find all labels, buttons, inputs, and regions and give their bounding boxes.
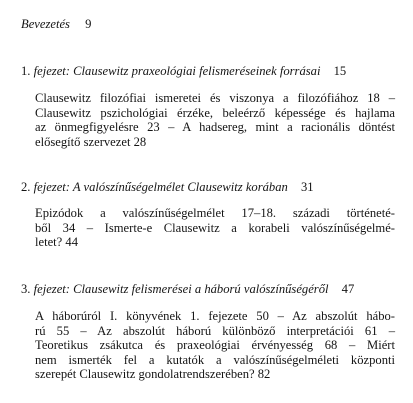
chapter-prefix: fejezet: <box>33 180 70 194</box>
chapter-title: Clausewitz praxeológiai felismeréseinek forrásai <box>73 64 321 78</box>
chapter-title: A valószínűségelmélet Clausewitz korában <box>72 180 288 194</box>
contents-line: Clausewitz filozófiai ismeretei és viszonya a filozófiához 18 – <box>35 91 395 105</box>
contents-line: letet? 44 <box>35 235 79 250</box>
chapter-number: 1. <box>21 64 31 78</box>
chapter-page-number: 31 <box>300 180 314 194</box>
contents-line: rú 55 – Az abszolút háború különböző interpretációi 61 – <box>35 323 395 338</box>
chapter-number: 3. <box>21 282 31 296</box>
chapter-3-heading <box>21 282 354 296</box>
chapter-1-contents <box>35 91 395 149</box>
chapter-prefix: fejezet: <box>33 282 70 296</box>
contents-line: Teoretikus zsákutca és praxeológiai érvényesség 68 – Miért <box>35 338 395 353</box>
chapter-title: Clausewitz felismerései a háború valószínűségéről <box>73 282 329 296</box>
chapter-page-number: 15 <box>333 64 347 78</box>
chapter-number: 2. <box>21 180 31 194</box>
chapter-2-heading <box>21 180 314 194</box>
contents-line: szerepét Clausewitz gondolatrendszerében? 82 <box>35 367 271 382</box>
chapter-1-heading <box>21 64 346 78</box>
chapter-prefix: fejezet: <box>33 64 70 78</box>
contents-line: az önmegfigyelésre 23 – A hadsereg, mint a racionális döntést <box>35 120 395 135</box>
contents-line: ből 34 – Ismerte-e Clausewitz a korabeli valószínűségelmé- <box>35 220 395 235</box>
toc-entry-introduction <box>21 17 91 31</box>
contents-line: A háborúról I. könyvének 1. fejezete 50 – Az abszolút hábo- <box>35 309 395 323</box>
chapter-page-number: 47 <box>341 282 355 296</box>
intro-title: Bevezetés <box>21 17 70 31</box>
chapter-2-contents <box>35 206 395 250</box>
intro-page-number: 9 <box>85 17 92 31</box>
contents-line: elősegítő szervezet 28 <box>35 134 147 149</box>
chapter-3-contents <box>35 309 395 382</box>
contents-line: Clausewitz pszichológiai érzéke, beleérző képessége és hajlama <box>35 105 395 120</box>
contents-line: nem ismerték fel a kutatók a valószínűségelméleti központi <box>35 352 395 367</box>
contents-line: Epizódok a valószínűségelmélet 17–18. századi történeté- <box>35 206 395 220</box>
